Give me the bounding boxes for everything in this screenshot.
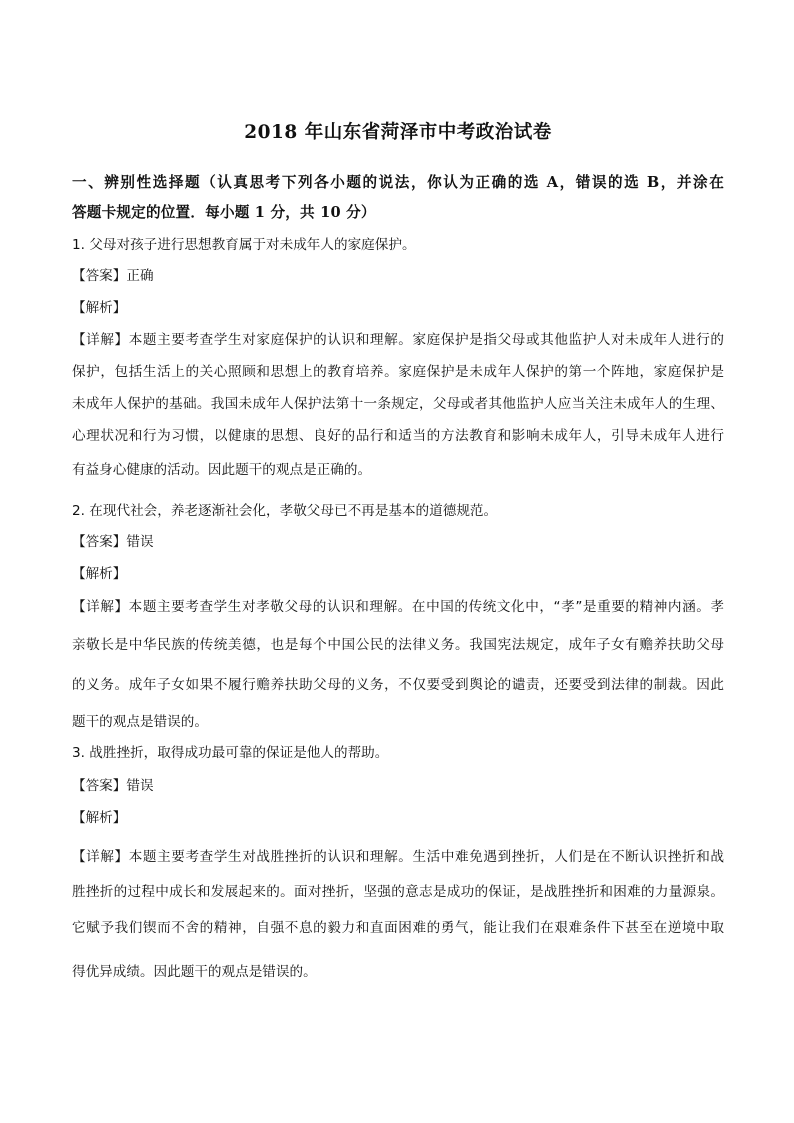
question-1-answer xyxy=(72,264,154,284)
section-heading xyxy=(72,168,724,228)
question-2-detail-line: 题干的观点是错误的。 xyxy=(72,714,208,730)
question-3-detail-line xyxy=(72,845,724,865)
document-title: 2018 年山东省菏泽市中考政治试卷 xyxy=(244,122,552,143)
answer-tag: 【答案】 xyxy=(72,268,127,284)
detail-tag: 【详解】 xyxy=(72,849,129,865)
question-2-detail-line: 亲敬长是中华民族的传统美德，也是每个中国公民的法律义务。我国宪法规定，成年子女有赡养扶助父母 xyxy=(72,637,724,653)
question-3-answer xyxy=(72,774,154,794)
answer-value: 错误 xyxy=(126,534,154,550)
question-1-analysis-tag: 【解析】 xyxy=(72,300,127,316)
detail-tag: 【详解】 xyxy=(72,599,129,615)
question-3-analysis-tag: 【解析】 xyxy=(72,810,127,826)
question-2-detail-line xyxy=(72,595,724,615)
question-1-detail-line xyxy=(72,328,724,348)
question-3-stem: 3. 战胜挫折，取得成功最可靠的保证是他人的帮助。 xyxy=(72,745,389,761)
detail-tag: 【详解】 xyxy=(72,332,129,348)
question-2-detail-line: 的义务。成年子女如果不履行赡养扶助父母的义务，不仅要受到舆论的谴责，还要受到法律的制裁。因此 xyxy=(72,677,724,693)
question-1-stem: 1. 父母对孩子进行思想教育属于对未成年人的家庭保护。 xyxy=(72,237,416,253)
detail-text: 本题主要考查学生对孝敬父母的认识和理解。在中国的传统文化中，“孝”是重要的精神内涵。孝 xyxy=(128,599,724,615)
question-3-detail-line: 它赋予我们锲而不舍的精神，自强不息的毅力和直面困难的勇气，能让我们在艰难条件下甚至在逆境中取 xyxy=(72,920,724,936)
answer-value: 错误 xyxy=(126,778,154,794)
section-heading-line-2: 答题卡规定的位置．每小题 1 分，共 10 分） xyxy=(72,204,376,221)
answer-tag: 【答案】 xyxy=(72,534,127,550)
question-3-detail-line: 胜挫折的过程中成长和发展起来的。面对挫折，坚强的意志是成功的保证，是战胜挫折和困难的力量源泉。 xyxy=(72,884,724,900)
answer-tag: 【答案】 xyxy=(72,778,127,794)
question-1-detail-line: 保护，包括生活上的关心照顾和思想上的教育培养。家庭保护是未成年人保护的第一个阵地，家庭保护是 xyxy=(72,364,724,380)
question-3-detail-line: 得优异成绩。因此题干的观点是错误的。 xyxy=(72,964,317,980)
detail-text: 本题主要考查学生对家庭保护的认识和理解。家庭保护是指父母或其他监护人对未成年人进行的 xyxy=(128,332,724,348)
question-1-detail-line: 未成年人保护的基础。我国未成年人保护法第十一条规定，父母或者其他监护人应当关注未成年人的生理、 xyxy=(72,396,724,412)
question-2-stem: 2. 在现代社会，养老逐渐社会化，孝敬父母已不再是基本的道德规范。 xyxy=(72,503,498,519)
answer-value: 正确 xyxy=(126,268,154,284)
question-2-analysis-tag: 【解析】 xyxy=(72,566,127,582)
question-1-detail-line: 心理状况和行为习惯，以健康的思想、良好的品行和适当的方法教育和影响未成年人，引导未成年人进行 xyxy=(72,428,724,444)
section-heading-line-1: 一、辨别性选择题（认真思考下列各小题的说法，你认为正确的选 A，错误的选 B，并涂在 xyxy=(72,174,724,191)
question-2-answer xyxy=(72,530,154,550)
detail-text: 本题主要考查学生对战胜挫折的认识和理解。生活中难免遇到挫折，人们是在不断认识挫折和战 xyxy=(128,849,724,865)
question-1-detail-line: 有益身心健康的活动。因此题干的观点是正确的。 xyxy=(72,462,372,478)
